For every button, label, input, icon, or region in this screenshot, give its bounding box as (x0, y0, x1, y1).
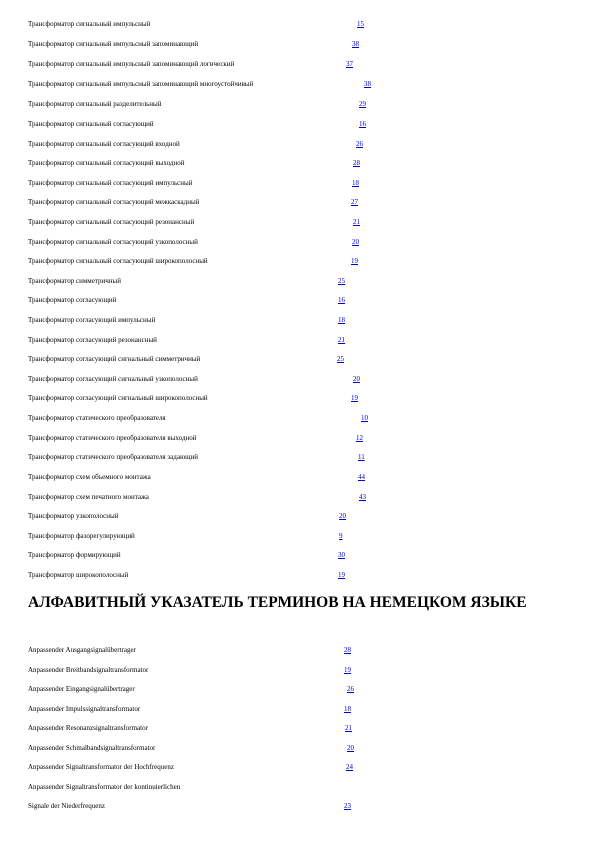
index-term: Трансформатор сигнальный согласующий межкаскадный (28, 198, 200, 206)
page-link[interactable]: 28 (344, 646, 351, 654)
index-entry (28, 450, 365, 464)
page-link[interactable]: 29 (359, 100, 366, 108)
index-entry (28, 235, 359, 249)
page-link[interactable]: 15 (357, 20, 364, 28)
index-term: Трансформатор формирующий (28, 551, 121, 559)
index-entry (28, 741, 354, 755)
page-link[interactable]: 12 (356, 434, 363, 442)
page-link[interactable]: 38 (352, 40, 359, 48)
index-entry (28, 17, 364, 31)
index-term: Трансформатор сигнальный импульсный запоминающий многоустойчивый (28, 80, 254, 88)
index-entry (28, 77, 371, 91)
index-term: Трансформатор согласующий сигнальный узкополосный (28, 375, 198, 383)
index-term: Трансформатор статического преобразователя (28, 414, 166, 422)
index-entry (28, 548, 345, 562)
index-entry (28, 293, 345, 307)
index-entry (28, 195, 358, 209)
index-entry (28, 721, 352, 735)
index-term: Anpassender Impulssignaltransformator (28, 705, 141, 713)
page-link[interactable]: 37 (346, 60, 353, 68)
page-link[interactable]: 25 (337, 355, 344, 363)
index-term: Трансформатор сигнальный согласующий входной (28, 140, 180, 148)
index-term: Трансформатор узкополосный (28, 512, 119, 520)
page-link[interactable]: 18 (338, 316, 345, 324)
index-entry (28, 37, 359, 51)
page-link[interactable]: 27 (351, 198, 358, 206)
index-entry (28, 799, 351, 813)
index-entry (28, 117, 366, 131)
index-term: Anpassender Eingangsignalübertrager (28, 685, 135, 693)
page-link[interactable]: 20 (352, 238, 359, 246)
page-link[interactable]: 30 (338, 551, 345, 559)
index-term: Трансформатор фазорегулирующий (28, 532, 135, 540)
page-link[interactable]: 24 (346, 763, 353, 771)
index-term: Трансформатор широкополосный (28, 571, 129, 579)
index-term: Anpassender Schmalbandsignaltransformator (28, 744, 156, 752)
page-link[interactable]: 21 (353, 218, 360, 226)
index-entry (28, 509, 346, 523)
index-entry (28, 568, 345, 582)
index-term: Трансформатор статического преобразователя задающий (28, 453, 199, 461)
index-term: Трансформатор сигнальный согласующий импульсный (28, 179, 193, 187)
section-heading: АЛФАВИТНЫЙ УКАЗАТЕЛЬ ТЕРМИНОВ НА НЕМЕЦКОМ ЯЗЫКЕ (28, 594, 527, 611)
index-entry (28, 702, 351, 716)
page-link[interactable]: 16 (338, 296, 345, 304)
index-term: Трансформатор симметричный (28, 277, 121, 285)
index-entry (28, 760, 353, 774)
index-entry (28, 470, 365, 484)
index-entry (28, 411, 368, 425)
page-link[interactable]: 28 (353, 159, 360, 167)
index-term: Signale der Niederfrequenz (28, 802, 105, 810)
index-entry (28, 391, 358, 405)
index-entry (28, 529, 343, 543)
page-link[interactable]: 20 (347, 744, 354, 752)
index-term: Трансформатор сигнальный импульсный запоминающий (28, 40, 199, 48)
index-term: Трансформатор согласующий сигнальный широкополосный (28, 394, 208, 402)
page-link[interactable]: 26 (347, 685, 354, 693)
index-entry (28, 333, 345, 347)
page-link[interactable]: 16 (359, 120, 366, 128)
index-term: Трансформатор сигнальный согласующий широкополосный (28, 257, 208, 265)
page-link[interactable]: 19 (351, 257, 358, 265)
page-link[interactable]: 21 (338, 336, 345, 344)
index-term: Anpassender Signaltransformator der kontinuierlichen (28, 783, 181, 791)
index-entry (28, 431, 363, 445)
index-entry (28, 682, 354, 696)
index-term: Трансформатор схем печатного монтажа (28, 493, 149, 501)
index-entry (28, 643, 351, 657)
index-entry (28, 215, 360, 229)
index-entry (28, 254, 358, 268)
index-entry (28, 97, 366, 111)
page-link[interactable]: 23 (344, 802, 351, 810)
page-link[interactable]: 43 (359, 493, 366, 501)
index-term: Anpassender Signaltransformator der Hochfrequenz (28, 763, 174, 771)
index-term: Трансформатор сигнальный согласующий узкополосный (28, 238, 198, 246)
index-term: Трансформатор сигнальный импульсный (28, 20, 151, 28)
index-term: Трансформатор сигнальный импульсный запоминающий логический (28, 60, 235, 68)
page-link[interactable]: 21 (345, 724, 352, 732)
index-term: Anpassender Resonanzsignaltransformator (28, 724, 148, 732)
index-entry (28, 780, 180, 794)
index-entry (28, 156, 360, 170)
page-link[interactable]: 20 (339, 512, 346, 520)
index-term: Трансформатор согласующий импульсный (28, 316, 156, 324)
page-link[interactable]: 18 (344, 705, 351, 713)
index-entry (28, 372, 360, 386)
index-entry (28, 137, 363, 151)
page-link[interactable]: 10 (361, 414, 368, 422)
index-term: Трансформатор сигнальный согласующий (28, 120, 154, 128)
index-term: Трансформатор схем объемного монтажа (28, 473, 151, 481)
page-link[interactable]: 11 (358, 453, 365, 461)
index-entry (28, 663, 351, 677)
index-term: Трансформатор сигнальный согласующий выходной (28, 159, 185, 167)
index-entry (28, 57, 353, 71)
index-term: Трансформатор сигнальный разделительный (28, 100, 162, 108)
page-link[interactable]: 25 (338, 277, 345, 285)
index-term: Трансформатор согласующий (28, 296, 117, 304)
page-link[interactable]: 18 (352, 179, 359, 187)
page-link[interactable]: 44 (358, 473, 365, 481)
page-link[interactable]: 20 (353, 375, 360, 383)
index-entry (28, 274, 345, 288)
page-link[interactable]: 38 (364, 80, 371, 88)
index-term: Трансформатор статического преобразователя выходной (28, 434, 197, 442)
page-link[interactable]: 26 (356, 140, 363, 148)
index-term: Anpassender Breitbandsignaltransformator (28, 666, 149, 674)
index-entry (28, 176, 359, 190)
index-term: Трансформатор согласующий сигнальный симметричный (28, 355, 201, 363)
index-entry (28, 490, 366, 504)
page-link[interactable]: 19 (344, 666, 351, 674)
index-term: Трансформатор сигнальный согласующий резонансный (28, 218, 195, 226)
index-term: Трансформатор согласующий резонансный (28, 336, 157, 344)
page-link[interactable]: 19 (338, 571, 345, 579)
page-link[interactable]: 9 (339, 532, 343, 540)
index-term: Anpassender Ausgangsignalübertrager (28, 646, 136, 654)
page-link[interactable]: 19 (351, 394, 358, 402)
index-entry (28, 352, 344, 366)
index-entry (28, 313, 345, 327)
